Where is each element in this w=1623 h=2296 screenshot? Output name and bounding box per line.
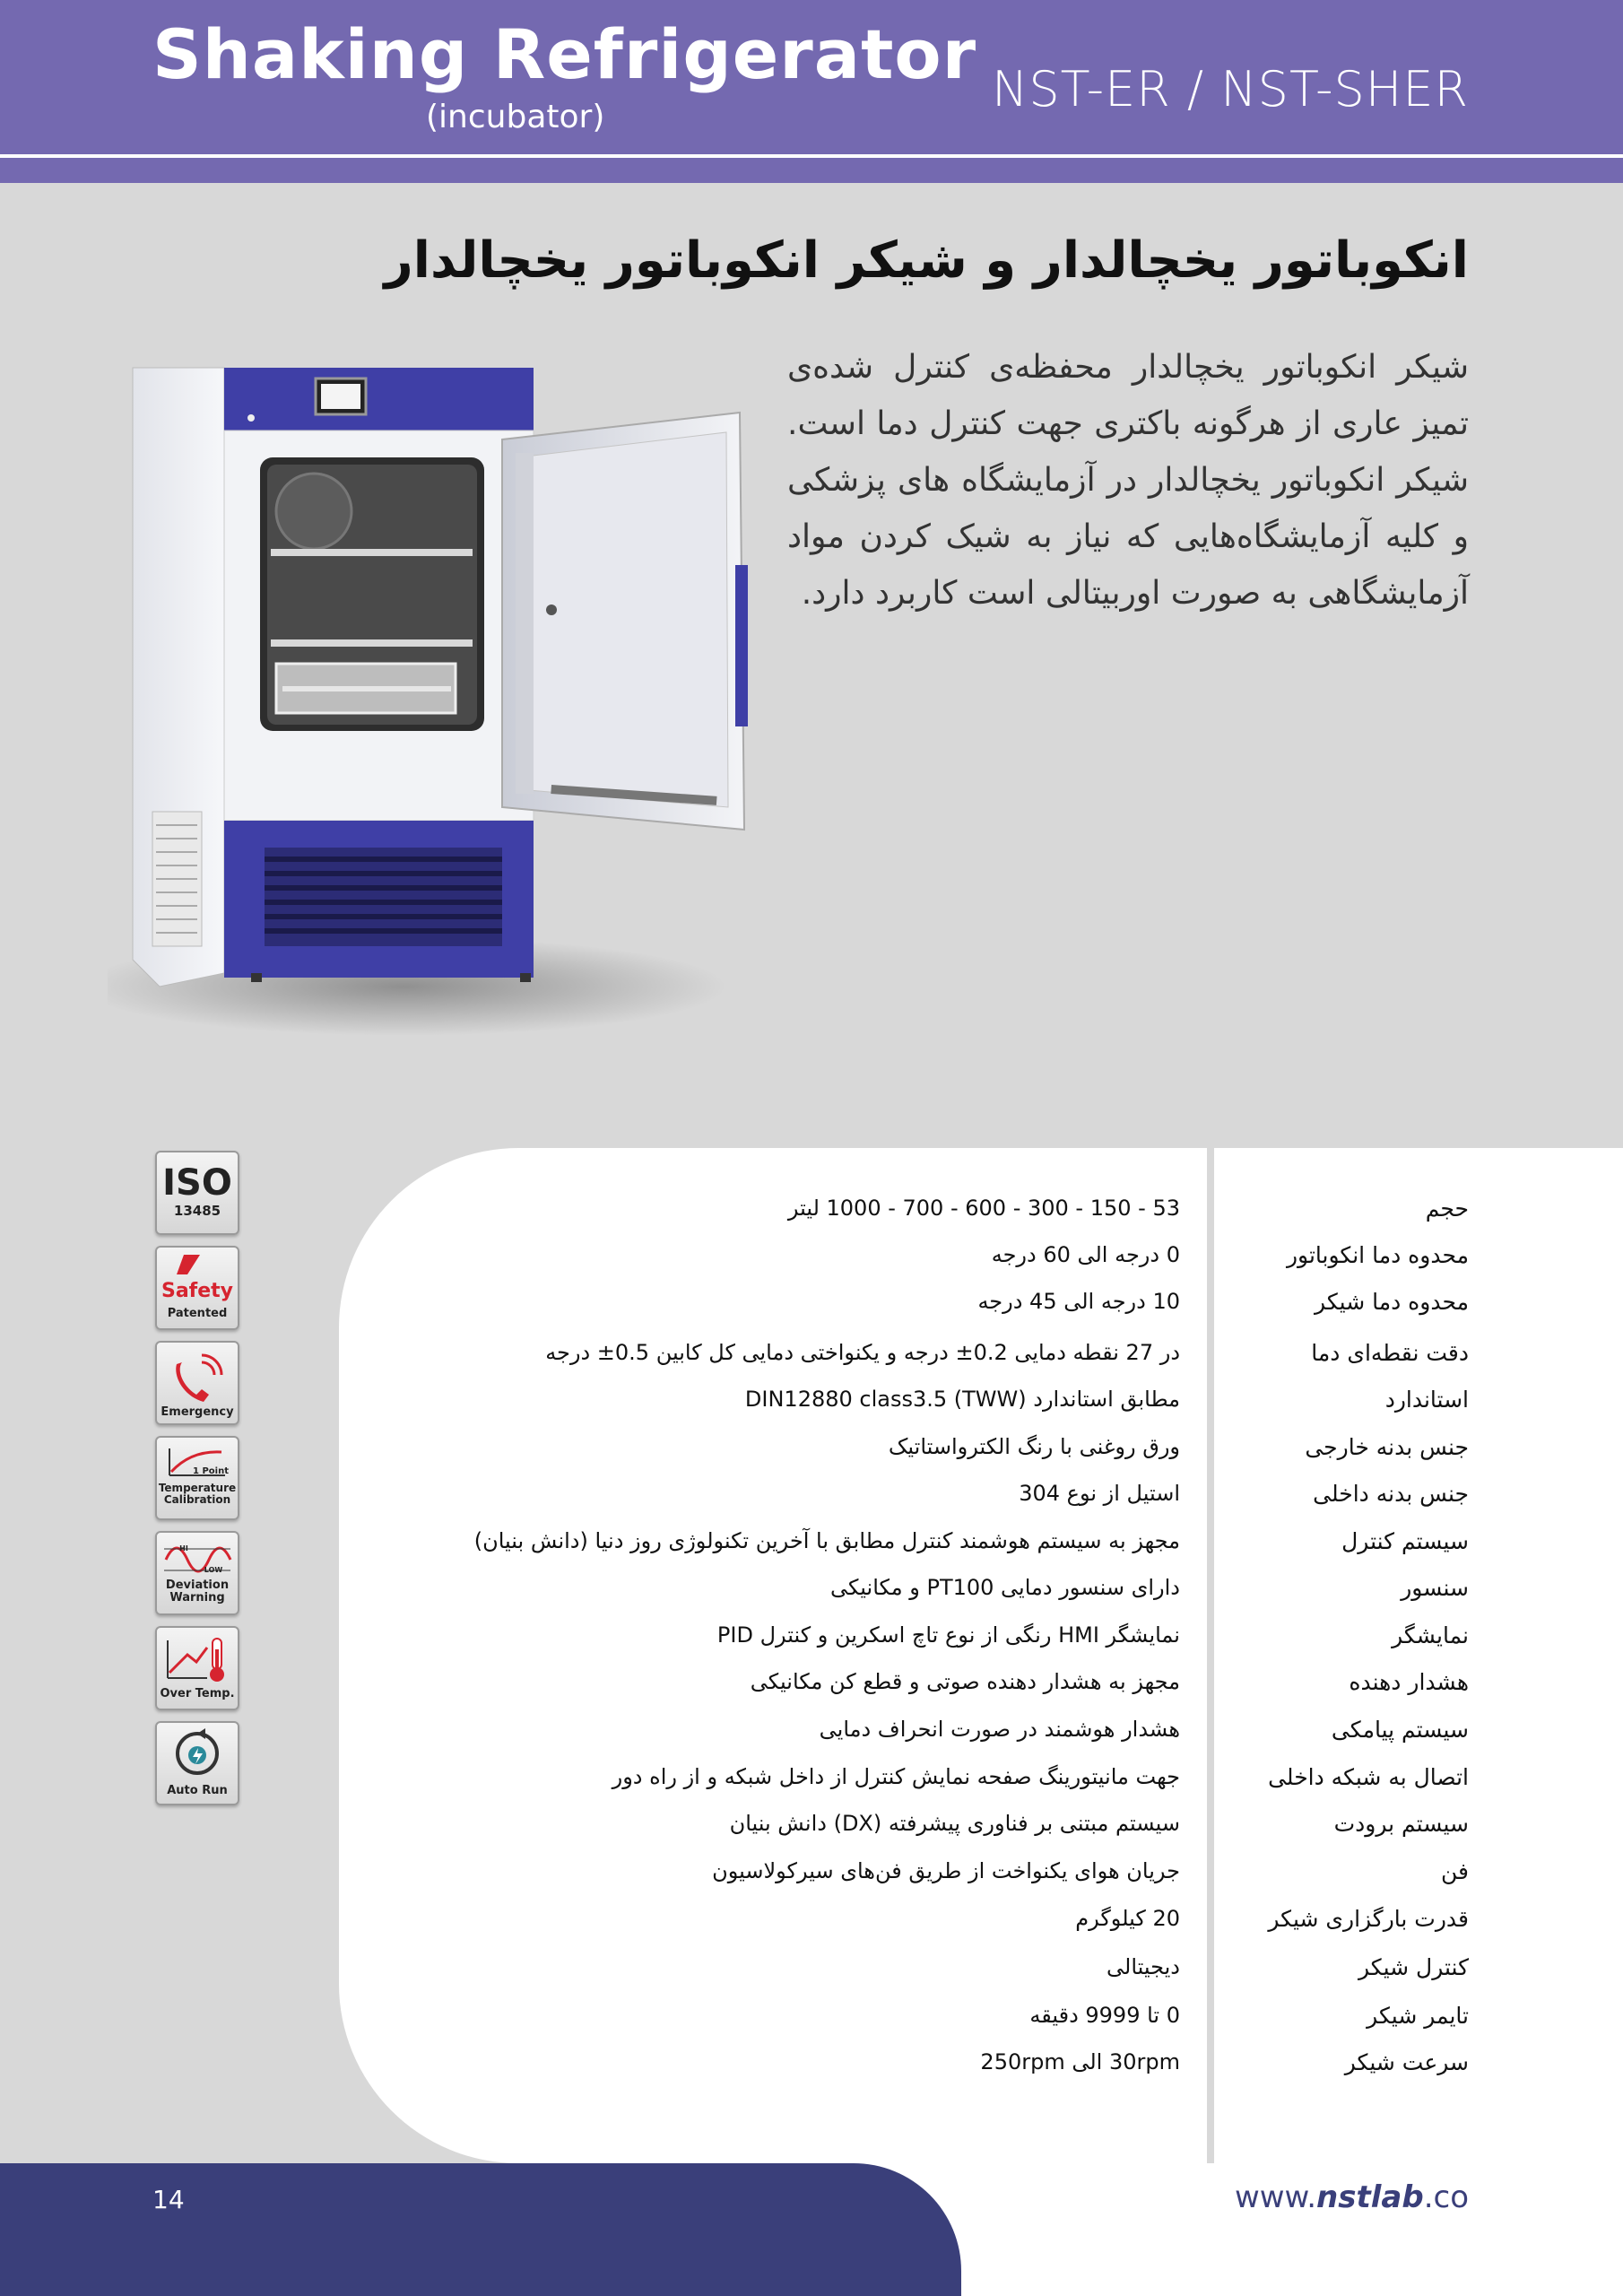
spec-label: استاندارد — [1384, 1387, 1469, 1413]
safety-sub: Patented — [167, 1307, 228, 1320]
website-suffix: .co — [1423, 2179, 1469, 2215]
spec-label: حجم — [1425, 1196, 1469, 1222]
spec-value: مطابق استاندارد DIN12880 class3.5 (TWW) — [744, 1387, 1180, 1412]
spec-row — [0, 2049, 1623, 2096]
spec-row — [0, 1858, 1623, 1905]
spec-row — [0, 1242, 1623, 1289]
deviation-title: Deviation Warning — [165, 1578, 230, 1605]
calibration-sub: 1 Point — [193, 1466, 229, 1476]
spec-row — [0, 1528, 1623, 1575]
spec-label: فن — [1441, 1858, 1469, 1884]
spec-label: اتصال به شبکه داخلی — [1268, 1764, 1469, 1790]
website-brand: nstlab — [1316, 2179, 1424, 2215]
refrigerator-incubator-image — [108, 341, 807, 1049]
spec-row — [0, 1340, 1623, 1387]
spec-label: سیستم پیامکی — [1331, 1717, 1469, 1743]
spec-label: کنترل شیکر — [1358, 1954, 1469, 1980]
spec-label: هشدار دهنده — [1349, 1669, 1469, 1695]
page-number: 14 — [152, 2185, 185, 2214]
spec-value: در 27 نقطه دمایی 0.2± درجه و یکنواختی دمایی کل کابین 0.5± درجه — [545, 1340, 1180, 1365]
spec-label: سیستم کنترل — [1341, 1528, 1469, 1554]
spec-value: دیجیتالی — [1107, 1954, 1180, 1979]
spec-value: 10 درجه الی 45 درجه — [977, 1289, 1180, 1314]
spec-value: جهت مانیتورینگ صفحه نمایش کنترل از داخل شبکه و از راه دور — [612, 1764, 1180, 1789]
over-temp-title: Over Temp. — [160, 1687, 235, 1700]
spec-row — [0, 1434, 1623, 1481]
iso-number: 13485 — [173, 1203, 221, 1219]
spec-value: 0 درجه الی 60 درجه — [991, 1242, 1180, 1267]
spec-row — [0, 2003, 1623, 2049]
spec-row — [0, 1764, 1623, 1811]
spec-label: سرعت شیکر — [1344, 2049, 1469, 2075]
page-header — [0, 0, 1623, 154]
spec-value: سیستم مبتنی بر فناوری پیشرفته (DX) دانش بنیان — [729, 1811, 1180, 1836]
website-prefix: www. — [1234, 2179, 1317, 2215]
spec-row — [0, 1811, 1623, 1857]
spec-row — [0, 1289, 1623, 1335]
product-title-fa: انکوباتور یخچالدار و شیکر انکوباتور یخچالدار — [384, 231, 1469, 290]
product-subtitle-en: (incubator) — [426, 99, 605, 135]
spec-label: محدوه دما انکوباتور — [1286, 1242, 1469, 1268]
calibration-title: Temperature Calibration — [158, 1482, 237, 1506]
footer-left — [0, 2163, 961, 2296]
safety-title: Safety — [161, 1280, 234, 1302]
spec-label: سنسور — [1401, 1575, 1469, 1601]
product-title-en: Shaking Refrigerator — [152, 14, 977, 94]
spec-label: جنس بدنه خارجی — [1305, 1434, 1469, 1460]
spec-label: نمایشگر — [1392, 1622, 1469, 1648]
spec-value: ورق روغنی با رنگ الکترواستاتیک — [888, 1434, 1180, 1459]
auto-run-title: Auto Run — [167, 1784, 228, 1797]
spec-row — [0, 1481, 1623, 1527]
spec-value: استیل از نوع 304 — [1019, 1481, 1180, 1506]
spec-row — [0, 1196, 1623, 1242]
spec-label: جنس بدنه داخلی — [1313, 1481, 1469, 1507]
spec-value: هشدار هوشمند در صورت انحراف دمایی — [819, 1717, 1180, 1742]
spec-value: جریان هوای یکنواخت از طریق فن‌های سیرکولاسیون — [712, 1858, 1180, 1883]
emergency-title: Emergency — [161, 1405, 234, 1419]
iso-title: ISO — [162, 1162, 232, 1204]
spec-value: 0 تا 9999 دقیقه — [1029, 2003, 1180, 2028]
spec-label: تایمر شیکر — [1367, 2003, 1469, 2029]
spec-label: قدرت بارگزاری شیکر — [1268, 1906, 1469, 1932]
spec-row — [0, 1717, 1623, 1763]
model-number: NST-ER / NST-SHER — [991, 61, 1469, 117]
spec-row — [0, 1622, 1623, 1669]
product-description-fa: شیکر انکوباتور یخچالدار محفظه‌ی کنترل شده‌ی تمیز عاری از هرگونه باکتری جهت کنترل دما است. شیکر انکوباتور یخچالدار در آزمایشگاه های پزشکی و کلیه آزمایشگاه‌هایی که نیاز به شیک کردن مواد آزمایشگاهی به صورت اوربیتالی است کاربرد دارد. — [787, 349, 1469, 612]
deviation-hi-label: HI — [179, 1544, 188, 1552]
spec-label: محدوه دما شیکر — [1315, 1289, 1469, 1315]
spec-row — [0, 1906, 1623, 1952]
spec-value: 53 - 150 - 300 - 600 - 700 - 1000 لیتر — [787, 1196, 1180, 1221]
spec-row — [0, 1575, 1623, 1622]
spec-row — [0, 1387, 1623, 1433]
spec-value: 20 کیلوگرم — [1075, 1906, 1180, 1931]
website-link[interactable] — [1235, 2179, 1469, 2215]
header-band — [0, 158, 1623, 183]
spec-value: مجهز به هشدار دهنده صوتی و قطع کن مکانیکی — [750, 1669, 1180, 1694]
spec-value: 30rpm الی 250rpm — [980, 2049, 1180, 2074]
spec-row — [0, 1954, 1623, 2001]
spec-row — [0, 1669, 1623, 1716]
spec-value: مجهز به سیستم هوشمند کنترل مطابق با آخرین تکنولوژی روز دنیا (دانش بنیان) — [473, 1528, 1180, 1553]
deviation-low-label: LOW — [204, 1566, 223, 1574]
spec-label: دقت نقطه‌ای دما — [1311, 1340, 1469, 1366]
spec-value: دارای سنسور دمایی PT100 و مکانیکی — [830, 1575, 1180, 1600]
spec-value: نمایشگر HMI رنگی از نوع تاچ اسکرین و کنترل PID — [716, 1622, 1180, 1648]
spec-label: سیستم برودت — [1333, 1811, 1469, 1837]
